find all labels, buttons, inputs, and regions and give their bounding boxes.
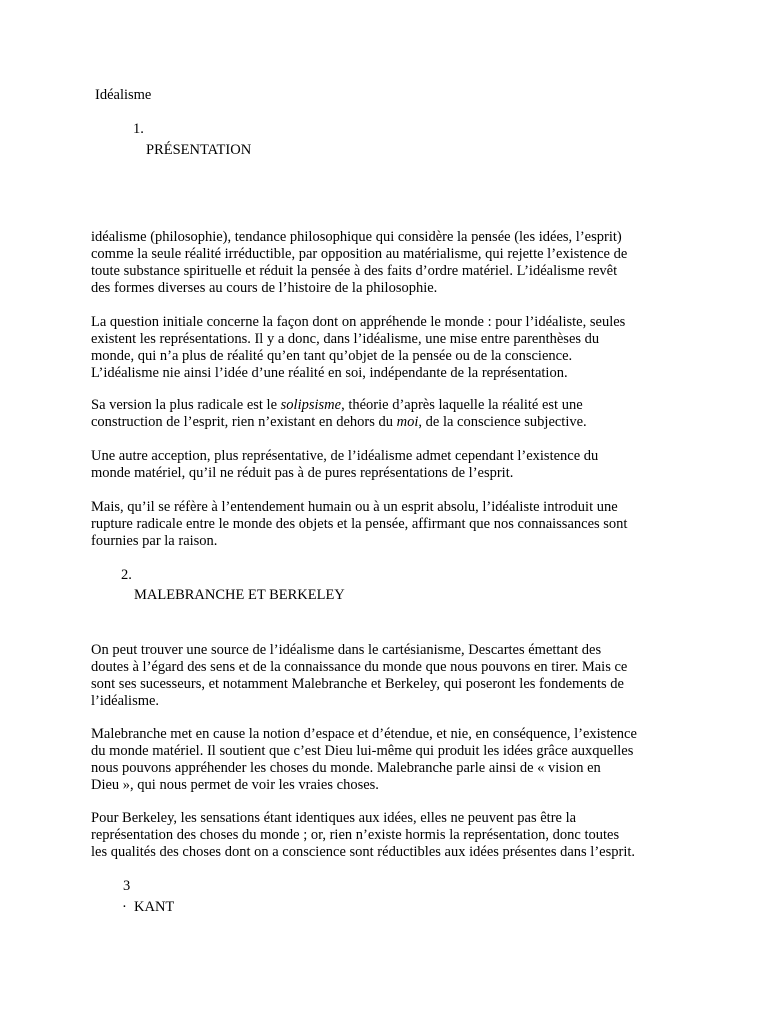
section-3-bullet: · [122,899,127,915]
text-line: existent les représentations. Il y a donc, dans l’idéalisme, une mise entre parenthèses du [91,331,600,347]
text-line: Pour Berkeley, les sensations étant identiques aux idées, elles ne peuvent pas être la [91,810,577,826]
text-line: fournies par la raison. [91,533,218,549]
text-line: monde matériel, qu’il ne réduit pas à de pures représentations de l’esprit. [91,465,514,481]
text-line: monde, qui n’a plus de réalité qu’en tant qu’objet de la pensée ou de la conscience. [91,348,573,364]
paragraph-definition [91,229,681,297]
text-line: Une autre acception, plus représentative, de l’idéalisme admet cependant l’existence du [91,448,599,464]
paragraph-initial-question [91,314,681,382]
document-title: Idéalisme [95,87,152,103]
text-line: On peut trouver une source de l’idéalisme dans le cartésianisme, Descartes émettant des [91,642,602,658]
paragraph-malebranche [91,726,681,794]
text-line: Malebranche met en cause la notion d’espace et d’étendue, et nie, en conséquence, l’existence [91,726,637,742]
moi-term: moi [396,414,419,430]
text-line: sont ses sucesseurs, et notamment Malebranche et Berkeley, qui poseront les fondements de [91,676,624,692]
text-line: comme la seule réalité irréductible, par opposition au matérialisme, qui rejette l’existence de [91,246,628,262]
paragraph-berkeley [91,810,681,861]
section-1-number: 1. [133,121,144,137]
text-line: Sa version la plus radicale est le solipsisme, théorie d’après laquelle la réalité est une [91,397,583,413]
section-2-number: 2. [121,567,132,583]
section-1-heading: PRÉSENTATION [146,142,252,158]
solipsisme-term: solipsisme [280,397,342,413]
text-line: idéalisme (philosophie), tendance philosophique qui considère la pensée (les idées, l’esprit) [91,229,622,245]
text-line: Mais, qu’il se réfère à l’entendement humain ou à un esprit absolu, l’idéaliste introduit une [91,499,618,515]
text-line: toute substance spirituelle et réduit la pensée à des faits d’ordre matériel. L’idéalisme revêt [91,263,618,279]
paragraph-cartesianism [91,642,681,710]
text-line: L’idéalisme nie ainsi l’idée d’une réalité en soi, indépendante de la représentation. [91,365,568,381]
text-line: La question initiale concerne la façon dont on appréhende le monde : pour l’idéaliste, seules [91,314,626,330]
text-line: rupture radicale entre le monde des objets et la pensée, affirmant que nos connaissances sont [91,516,628,532]
text-line: les qualités des choses dont on a conscience sont réductibles aux idées présentes dans l’esprit. [91,844,635,860]
text-line: l’idéalisme. [91,693,160,709]
text-line: construction de l’esprit, rien n’existant en dehors du moi, de la conscience subjective. [91,414,587,430]
text-line: doutes à l’égard des sens et de la connaissance du monde que nous pouvons en tirer. Mais ce [91,659,628,675]
section-2-heading: MALEBRANCHE ET BERKELEY [134,587,345,603]
paragraph-other-acception [91,448,681,482]
section-3-number: 3 [123,878,131,894]
text-line: nous pouvons appréhender les choses du monde. Malebranche parle ainsi de « vision en [91,760,601,776]
text-line: du monde matériel. Il soutient que c’est Dieu lui-même qui produit les idées grâce auxquelles [91,743,634,759]
text-line: des formes diverses au cours de l’histoire de la philosophie. [91,280,438,296]
text-line: représentation des choses du monde ; or, rien n’existe hormis la représentation, donc toutes [91,827,620,843]
section-3-heading: KANT [134,899,175,915]
paragraph-rupture [91,499,681,550]
paragraph-solipsism [91,397,681,431]
text-line: Dieu », qui nous permet de voir les vraies choses. [91,777,379,793]
